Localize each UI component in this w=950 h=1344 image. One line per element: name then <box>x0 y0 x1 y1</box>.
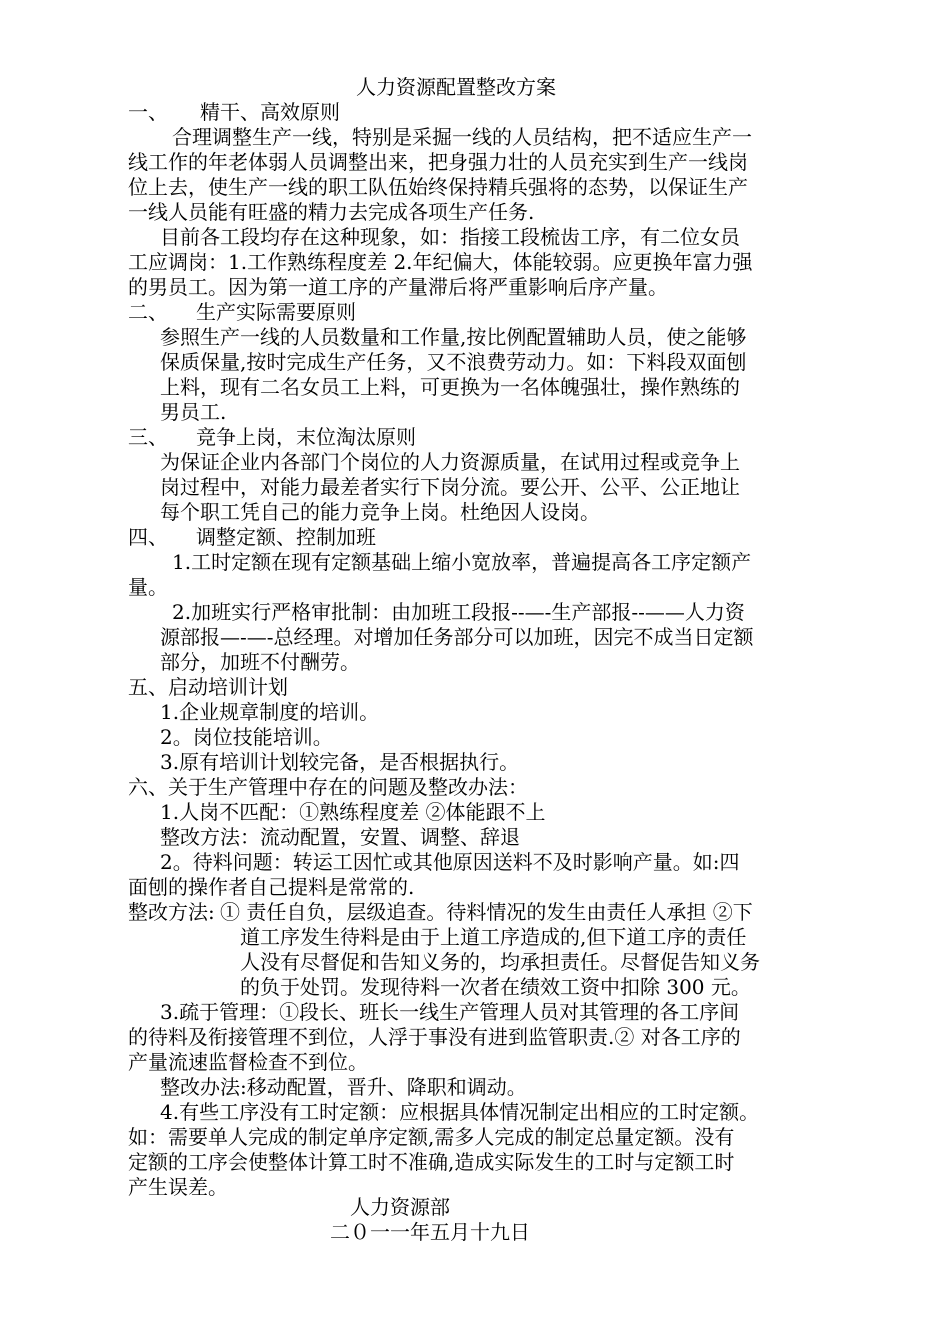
section-5-heading: 五、启动培训计划 <box>128 675 288 699</box>
section-3-number: 三、 <box>128 425 168 449</box>
list-item: 的待料及衔接管理不到位，人浮于事没有进到监管职责.② 对各工序的 <box>128 1025 741 1049</box>
list-item: 道工序发生待料是由于上道工序造成的,但下道工序的责任 <box>240 925 747 949</box>
list-item: 4.有些工序没有工时定额：应根据具体情况制定出相应的工时定额。 <box>160 1100 760 1124</box>
list-item: 3.原有培训计划较完备，是否根据执行。 <box>160 750 520 774</box>
list-item: 面刨的操作者自己提料是常常的. <box>128 875 415 899</box>
paragraph-line: 合理调整生产一线，特别是采掘一线的人员结构，把不适应生产一 <box>172 125 752 149</box>
section-3-heading: 竞争上岗，末位淘汰原则 <box>196 425 416 449</box>
list-item: 3.疏于管理：①段长、班长一线生产管理人员对其管理的各工序间 <box>160 1000 740 1024</box>
list-item: 源部报—-—-总经理。对增加任务部分可以加班，因完不成当日定额 <box>160 625 754 649</box>
list-item: 的负于处罚。发现待料一次者在绩效工资中扣除 300 元。 <box>240 975 751 999</box>
list-item: 人没有尽督促和告知义务的，均承担责任。尽督促告知义务 <box>240 950 760 974</box>
list-item: 2。待料问题：转运工因忙或其他原因送料不及时影响产量。如:四 <box>160 850 740 874</box>
list-item: 整改方法：流动配置，安置、调整、辞退 <box>160 825 520 849</box>
paragraph-line: 目前各工段均存在这种现象，如：指接工段梳齿工序，有二位女员 <box>160 225 740 249</box>
list-item: 定额的工序会使整体计算工时不准确,造成实际发生的工时与定额工时 <box>128 1150 735 1174</box>
paragraph-line: 的男员工。因为第一道工序的产量滞后将严重影响后序产量。 <box>128 275 668 299</box>
section-6-heading: 六、关于生产管理中存在的问题及整改办法： <box>128 775 528 799</box>
fix-label: 整改方法: <box>128 900 215 924</box>
paragraph-line: 为保证企业内各部门个岗位的人力资源质量，在试用过程或竞争上 <box>160 450 740 474</box>
list-item: 产生误差。 <box>128 1175 228 1199</box>
list-item: 量。 <box>128 575 168 599</box>
paragraph-line: 上料，现有二名女员工上料，可更换为一名体魄强壮，操作熟练的 <box>160 375 740 399</box>
document-title: 人力资源配置整改方案 <box>356 75 556 99</box>
list-item: 产量流速监督检查不到位。 <box>128 1050 368 1074</box>
list-item: 1.企业规章制度的培训。 <box>160 700 380 724</box>
list-item: 整改办法:移动配置，晋升、降职和调动。 <box>160 1075 527 1099</box>
signature-date: 二０一一年五月十九日 <box>330 1220 530 1244</box>
paragraph-line: 岗过程中，对能力最差者实行下岗分流。要公开、公平、公正地让 <box>160 475 740 499</box>
paragraph-line: 男员工. <box>160 400 227 424</box>
section-4-heading: 调整定额、控制加班 <box>196 525 376 549</box>
signature-department: 人力资源部 <box>350 1195 450 1219</box>
paragraph-line: 保质保量,按时完成生产任务，又不浪费劳动力。如：下料段双面刨 <box>160 350 747 374</box>
list-item: 2.加班实行严格审批制：由加班工段报--—-生产部报--——人力资 <box>172 600 745 624</box>
section-2-number: 二、 <box>128 300 168 324</box>
section-4-number: 四、 <box>128 525 168 549</box>
paragraph-line: 每个职工凭自己的能力竞争上岗。杜绝因人设岗。 <box>160 500 600 524</box>
paragraph-line: 工应调岗：1.工作熟练程度差 2.年纪偏大，体能较弱。应更换年富力强 <box>128 250 753 274</box>
section-2-heading: 生产实际需要原则 <box>196 300 356 324</box>
list-item: 2。岗位技能培训。 <box>160 725 333 749</box>
section-1-heading: 精干、高效原则 <box>200 100 340 124</box>
list-item: 1.人岗不匹配：①熟练程度差 ②体能跟不上 <box>160 800 546 824</box>
list-item: 如：需要单人完成的制定单序定额,需多人完成的制定总量定额。没有 <box>128 1125 735 1149</box>
list-item: ① 责任自负，层级追查。待料情况的发生由责任人承担 ②下 <box>220 900 753 924</box>
list-item: 部分，加班不付酬劳。 <box>160 650 360 674</box>
paragraph-line: 线工作的年老体弱人员调整出来，把身强力壮的人员充实到生产一线岗 <box>128 150 748 174</box>
section-1-number: 一、 <box>128 100 168 124</box>
list-item: 1.工时定额在现有定额基础上缩小宽放率，普遍提高各工序定额产 <box>172 550 752 574</box>
paragraph-line: 一线人员能有旺盛的精力去完成各项生产任务. <box>128 200 535 224</box>
paragraph-line: 参照生产一线的人员数量和工作量,按比例配置辅助人员，使之能够 <box>160 325 747 349</box>
paragraph-line: 位上去，使生产一线的职工队伍始终保持精兵强将的态势，以保证生产 <box>128 175 748 199</box>
